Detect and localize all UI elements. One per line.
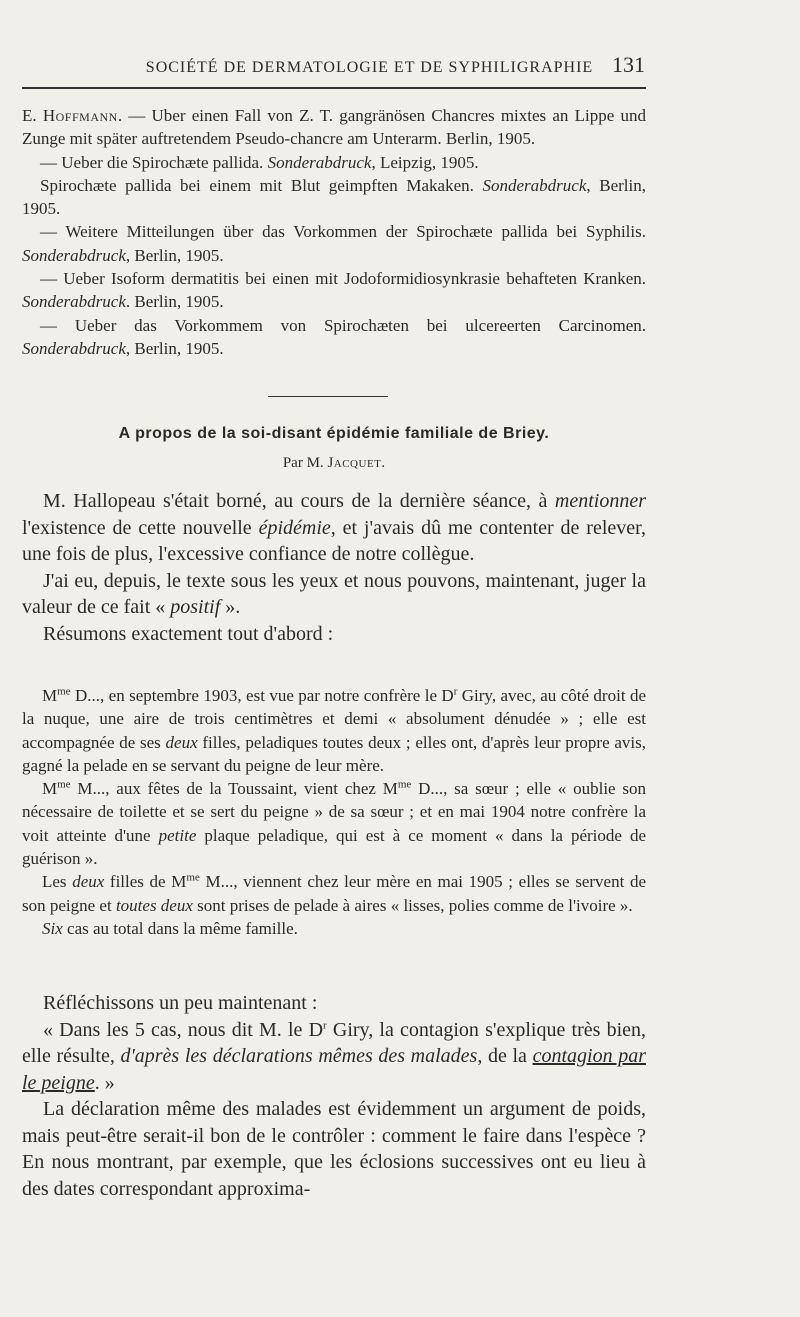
reference-item: — Weitere Mitteilungen über das Vorkommen der Spirochæte pallida bei Syphilis. Sonderabdruck, Berlin, 1905. <box>22 222 646 265</box>
paragraph: Les deux filles de $M^{me}$ M..., viennent chez leur mère en mai 1905 ; elles se servent de son peigne et toutes deux sont prises de pelade à aires « lisses, polies comme de l'ivoire ». <box>22 871 647 915</box>
paragraph: Résumons exactement tout d'abord : <box>43 622 334 645</box>
paragraph: J'ai eu, depuis, le texte sous les yeux et nous pouvons, maintenant, juger la valeur de ce fait « positif ». <box>22 569 646 618</box>
running-header <box>22 52 645 78</box>
paragraph: Six cas au total dans la même famille. <box>42 918 298 938</box>
author-name: Hoffmann <box>42 106 118 125</box>
paragraph: M. Hallopeau s'était borné, au cours de la dernière séance, à mentionner l'existence de cette nouvelle épidémie, et j'avais dû me contenter de relever, une fois de plus, l'excessive confiance de notre collègue. <box>22 490 646 565</box>
reference-item: E. Hoffmann. — Uber einen Fall von Z. T. gangränösen Chancres mixtes an Lippe und Zunge mit später auftretendem Pseudo-chancre am Unterarm. Berlin, 1905. <box>22 106 647 149</box>
article-author: Par M. Jacquet. <box>282 455 386 471</box>
paragraph: $M^{me}$ D..., en septembre 1903, est vue par notre confrère le $D^r$ Giry, avec, au côté droit de la nuque, une aire de trois centimètres et demi « absolument dénudée » ; elle est accompagnée de ses deux filles, peladiques toutes deux ; elles ont, d'après leur propre avis, gagné la pelade en se servant du peigne de leur mère. <box>22 685 646 775</box>
paragraph: $M^{me}$ M..., aux fêtes de la Toussaint, vient chez $M^{me}$ D..., sa sœur ; elle « oublie son nécessaire de toilette et se sert du peigne » de sa sœur ; et en mai 1904 notre confrère la voit atteinte d'une petite plaque peladique, qui est à ce moment « dans la période de guérison ». <box>22 778 646 869</box>
paragraph: « Dans les 5 cas, nous dit M. le $D^r$ Giry, la contagion s'explique très bien, elle résulte, d'après les déclarations mêmes des malades, de la contagion par le peigne. » <box>22 1018 646 1094</box>
header-rule <box>22 87 646 89</box>
reference-item: — Ueber das Vorkommem von Spirochæten bei ulcereerten Carcinomen. Sonderabdruck, Berlin, 1905. <box>22 315 646 358</box>
body-text-intro <box>22 488 646 647</box>
reference-item: Spirochæte pallida bei einem mit Blut geimpften Makaken. Sonderabdruck, Berlin, 1905. <box>22 175 646 219</box>
page-number: 131 <box>612 52 645 77</box>
paragraph: La déclaration même des malades est évidemment un argument de poids, mais peut-être serait-il bon de le contrôler : comment le faire dans l'espèce ? En nous montrant, par exemple, que les éclosions successives ont eu lieu à des dates correspondant approxima- <box>22 1098 646 1200</box>
reference-list <box>22 104 646 360</box>
header-title: SOCIÉTÉ DE DERMATOLOGIE ET DE SYPHILIGRAPHIE <box>145 59 594 76</box>
article-title: A propos de la soi-disant épidémie familiale de Briey. <box>118 425 550 442</box>
reference-item: — Ueber die Spirochæte pallida. Sonderabdruck, Leipzig, 1905. <box>40 152 479 172</box>
paragraph: Réfléchissons un peu maintenant : <box>43 992 318 1014</box>
body-text-cases <box>22 684 646 940</box>
section-divider <box>268 396 388 397</box>
body-text-discussion <box>22 990 646 1202</box>
reference-item: — Ueber Isoform dermatitis bei einen mit Jodoformidiosynkrasie behafteten Kranken. Sonderabdruck. Berlin, 1905. <box>22 269 646 312</box>
